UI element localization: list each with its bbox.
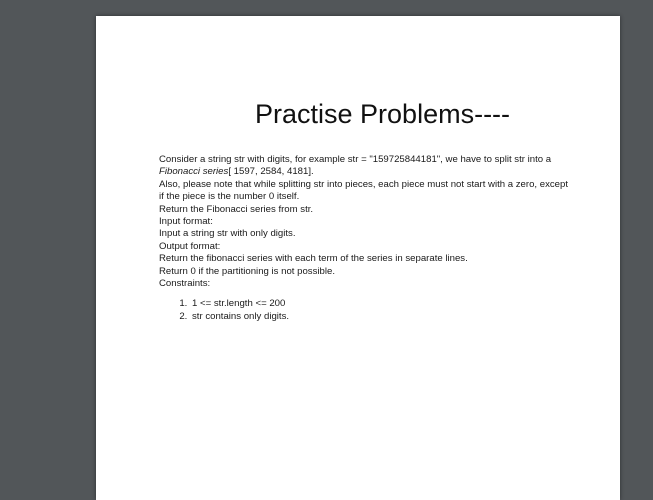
- intro-line-2-rest: [ 1597, 2584, 4181].: [228, 166, 314, 178]
- output-format-text: Return the fibonacci series with each term of the series in separate lines.: [159, 253, 468, 265]
- input-format-label: Input format:: [159, 216, 213, 228]
- intro-line-1: Consider a string str with digits, for example str = "159725844181", we have to split str into a: [159, 154, 552, 165]
- list-item: 1. 1 <= str.length <= 200: [190, 297, 579, 310]
- constraints-list: [159, 297, 579, 323]
- output-format-label: Output format:: [159, 240, 221, 252]
- input-format-text: Input a string str with only digits.: [159, 228, 296, 240]
- return-zero-line: Return 0 if the partitioning is not possible.: [159, 265, 335, 277]
- note-line-1: Also, please note that while splitting str into pieces, each piece must not start with a zero, except: [159, 178, 569, 190]
- fibonacci-series-italic: Fibonacci series: [159, 166, 229, 178]
- document-page: [96, 16, 620, 500]
- note-line-2: if the piece is the number 0 itself.: [159, 191, 300, 203]
- list-item: 2. str contains only digits.: [190, 310, 579, 323]
- constraints-label: Constraints:: [159, 278, 211, 290]
- return-line: Return the Fibonacci series from str.: [159, 203, 314, 215]
- page-title: Practise Problems----: [255, 99, 511, 129]
- intro-line-2: [159, 166, 579, 178]
- problem-statement: [159, 154, 579, 323]
